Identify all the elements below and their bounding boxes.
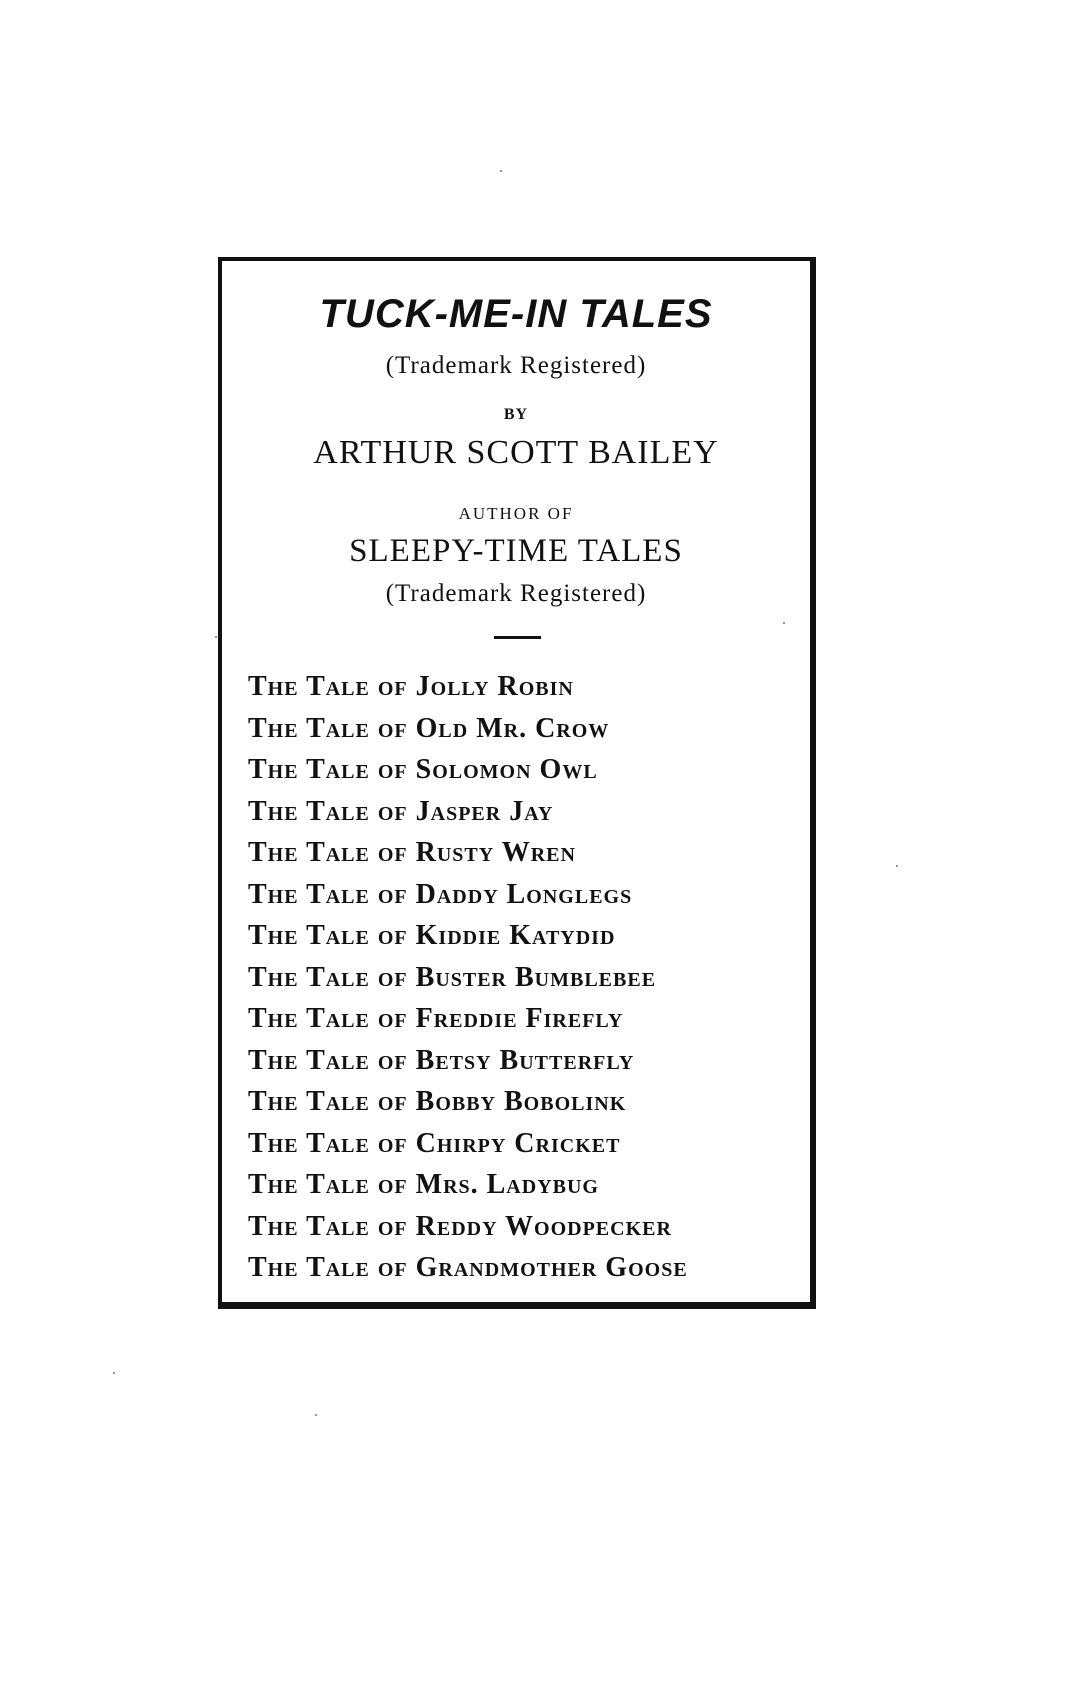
trademark-note-2: (Trademark Registered) <box>385 580 647 607</box>
other-series-title: SLEEPY-TIME TALES <box>349 533 683 569</box>
tale-item: The Tale of Old Mr. Crow <box>248 712 610 744</box>
tale-item: The Tale of Reddy Woodpecker <box>248 1210 672 1242</box>
tale-item: The Tale of Jasper Jay <box>248 795 554 827</box>
by-label: BY <box>503 406 529 423</box>
scan-speck <box>500 170 502 172</box>
series-box <box>218 257 816 1309</box>
tale-item: The Tale of Grandmother Goose <box>248 1252 688 1283</box>
tale-item: The Tale of Daddy Longlegs <box>248 878 633 910</box>
tale-item: The Tale of Buster Bumblebee <box>248 961 657 993</box>
scan-speck <box>315 1414 317 1416</box>
author-of-label: AUTHOR OF <box>458 504 574 523</box>
scan-speck <box>113 1372 115 1374</box>
tale-item: The Tale of Mrs. Ladybug <box>248 1169 599 1200</box>
trademark-note-1: (Trademark Registered) <box>385 352 647 379</box>
tale-item: The Tale of Rusty Wren <box>248 837 576 868</box>
tale-item: The Tale of Bobby Bobolink <box>248 1086 627 1117</box>
tale-item: The Tale of Jolly Robin <box>248 671 574 702</box>
tale-item: The Tale of Freddie Firefly <box>248 1003 624 1034</box>
scan-speck <box>783 622 785 624</box>
scan-speck <box>215 636 217 638</box>
divider-rule <box>494 636 541 639</box>
tale-item: The Tale of Kiddie Katydid <box>248 920 616 951</box>
scan-speck <box>896 865 898 867</box>
tale-item: The Tale of Chirpy Cricket <box>248 1127 621 1159</box>
tale-list <box>248 669 808 1292</box>
series-title: TUCK-ME-IN TALES <box>319 292 713 336</box>
tale-item: The Tale of Betsy Butterfly <box>248 1044 635 1076</box>
tale-item: The Tale of Solomon Owl <box>248 754 598 785</box>
author-name: ARTHUR SCOTT BAILEY <box>313 434 719 471</box>
